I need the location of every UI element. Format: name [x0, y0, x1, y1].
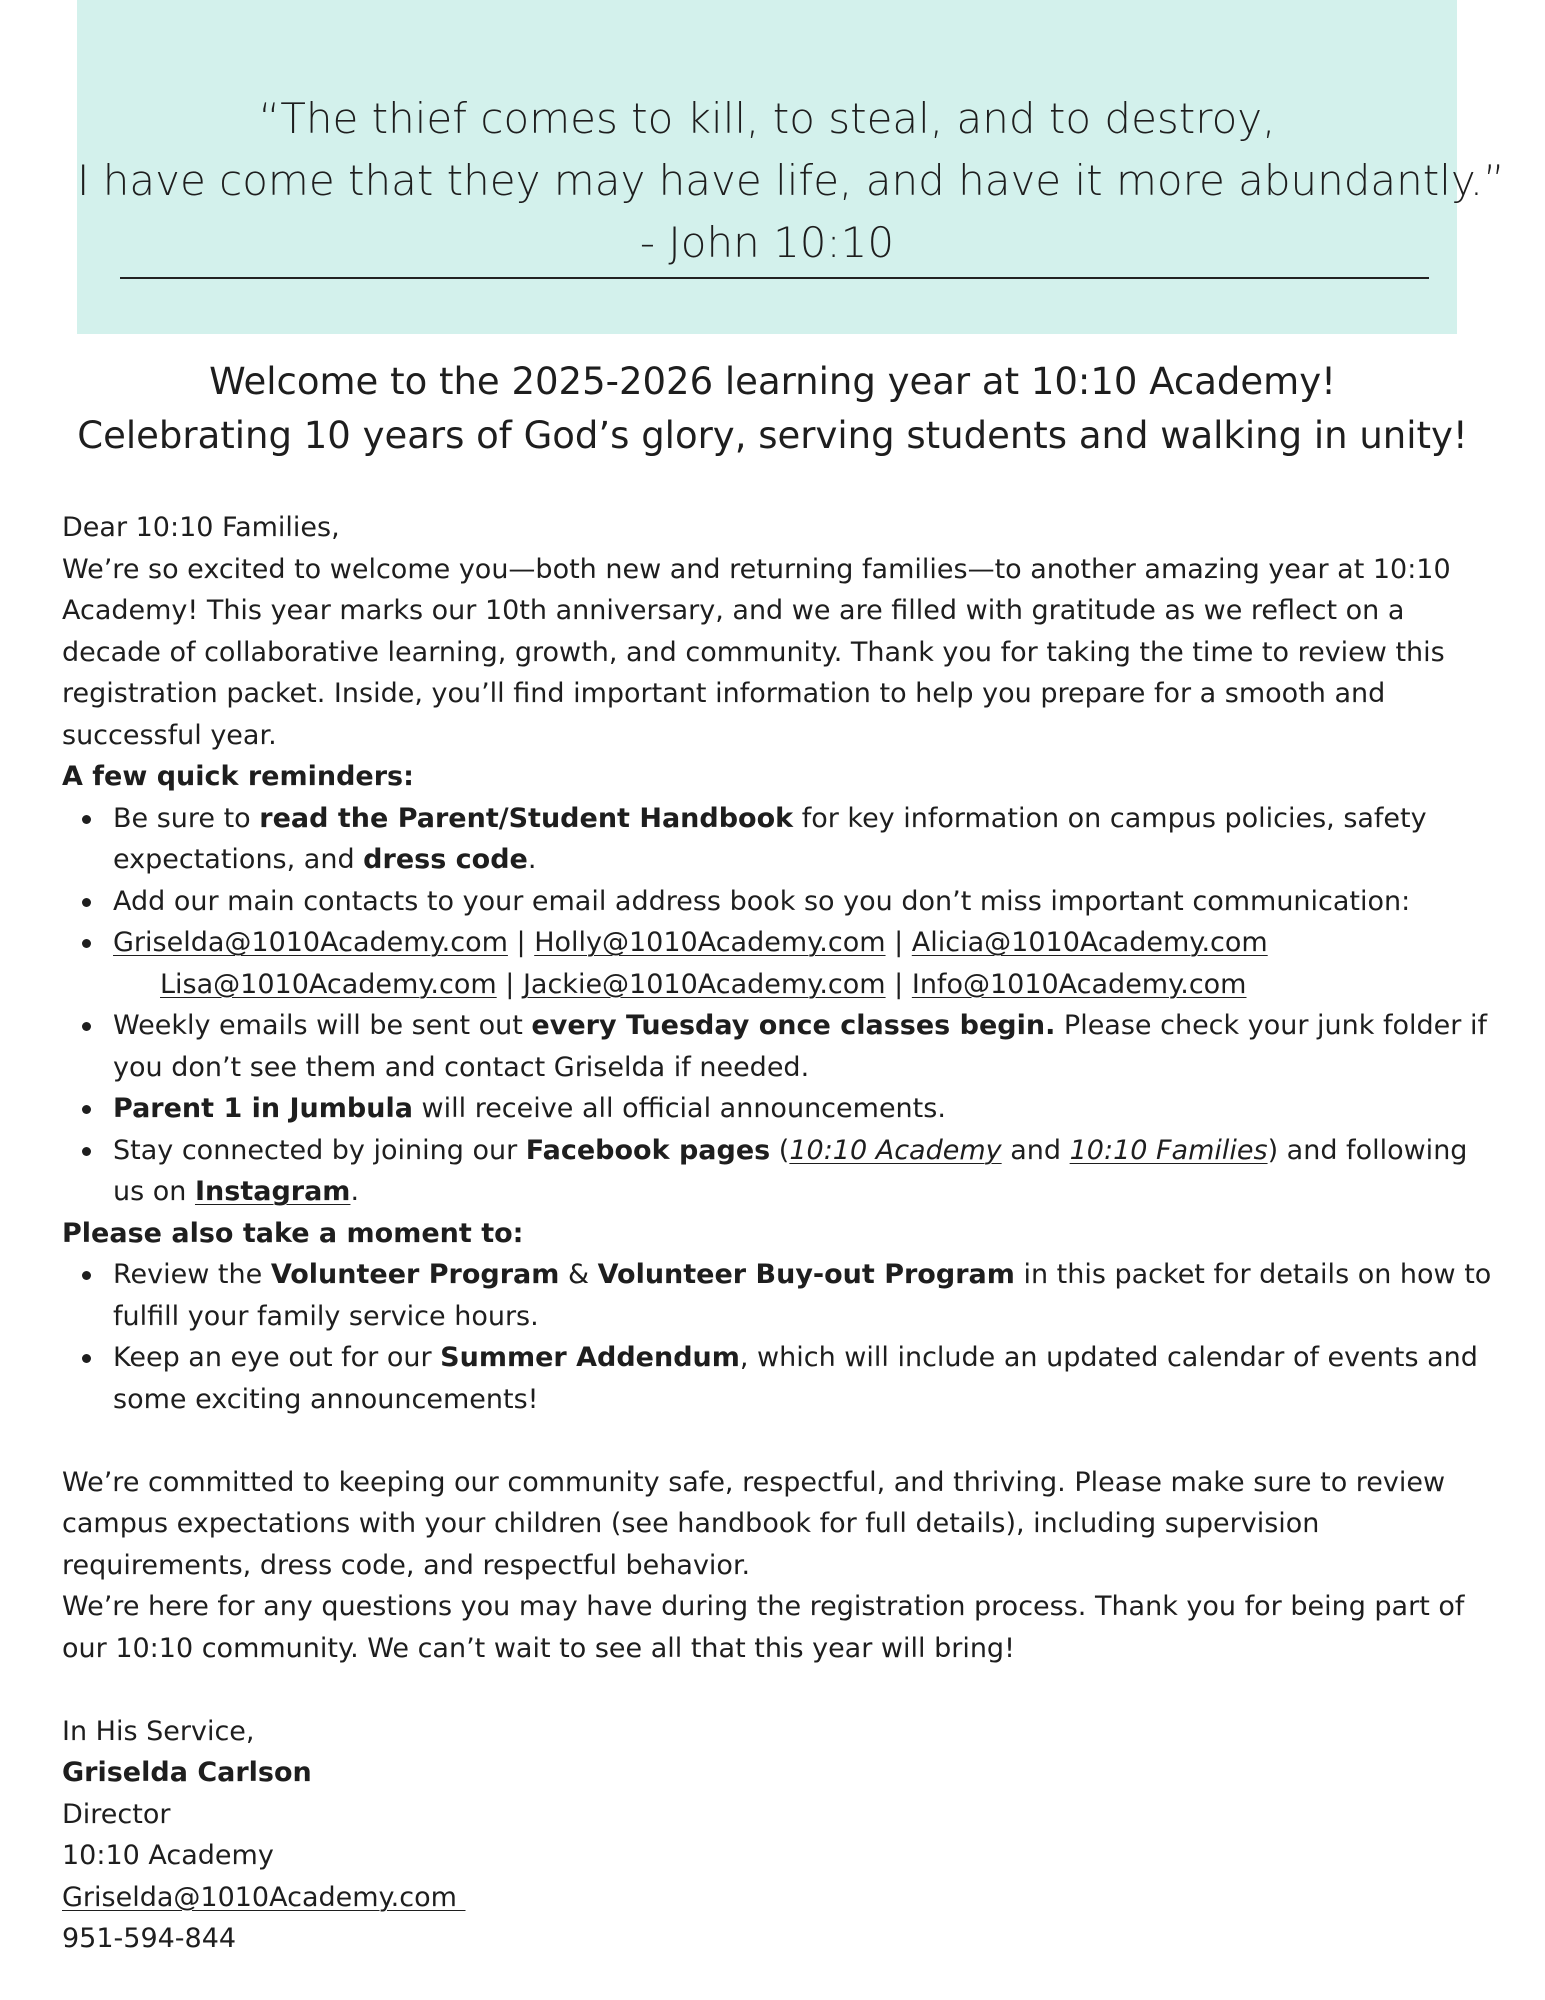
- list-item: Parent 1 in Jumbula will receive all official announcements.: [113, 1088, 1502, 1130]
- list-item: Stay connected by joining our Facebook pages (10:10 Academy and 10:10 Families) and following us on Instagram.: [113, 1130, 1502, 1213]
- reminders-list: [62, 798, 1502, 1213]
- quote-line-2: I have come that they may have life, and have it more abundantly.”: [77, 156, 1505, 205]
- signer-phone: 951-594-844: [62, 1923, 237, 1954]
- quote-line-1: “The thief comes to kill, to steal, and to destroy,: [258, 94, 1276, 143]
- instagram-link[interactable]: Instagram: [194, 1176, 351, 1207]
- also-list: [62, 1254, 1502, 1420]
- list-item: Be sure to read the Parent/Student Handbook for key information on campus policies, safety expectations, and dress code.: [113, 798, 1502, 881]
- signer-email-link[interactable]: Griselda@1010Academy.com: [62, 1881, 466, 1913]
- list-item: Review the Volunteer Program & Volunteer Buy-out Program in this packet for details on how to fulfill your family service hours.: [113, 1254, 1502, 1337]
- signer-organization: 10:10 Academy: [62, 1840, 274, 1871]
- list-item: Keep an eye out for our Summer Addendum, which will include an updated calendar of events and some exciting announcements!: [113, 1337, 1502, 1420]
- contact-emails: Griselda@1010Academy.com | Holly@1010Academy.com | Alicia@1010Academy.com Lisa@1010Academy.com | Jackie@1010Academy.com | Info@1010Academy.com: [113, 922, 1502, 1005]
- contact-emails-line-2: Lisa@1010Academy.com | Jackie@1010Academy.com | Info@1010Academy.com: [160, 968, 1247, 1000]
- facebook-academy-link[interactable]: 10:10 Academy: [789, 1134, 1002, 1166]
- facebook-families-link[interactable]: 10:10 Families: [1069, 1134, 1268, 1166]
- email-link-alicia[interactable]: Alicia@1010Academy.com: [911, 927, 1268, 958]
- email-link-jackie[interactable]: Jackie@1010Academy.com: [522, 968, 886, 1000]
- commitment-paragraph: We’re committed to keeping our community safe, respectful, and thriving. Please make sure to review campus expectations with your children (see handbook for full details), including supervision requirements, dress code, and respectful behavior.: [62, 1466, 1446, 1581]
- signer-email: [62, 1877, 1502, 1919]
- email-link-holly[interactable]: Holly@1010Academy.com: [534, 927, 886, 958]
- intro-paragraph: We’re so excited to welcome you—both new and returning families—to another amazing year at 10:10 Academy! This year marks our 10th anniversary, and we are filled with gratitude as we reflect on a decade of collaborative learning, growth, and community. Thank you for taking the time to review this registration packet. Inside, you’ll find important information to help you prepare for a smooth and successful year.: [62, 553, 1451, 751]
- spacer: [62, 1669, 1502, 1711]
- signer-title: Director: [62, 1798, 171, 1830]
- email-link-info[interactable]: Info@1010Academy.com: [911, 968, 1247, 1000]
- email-link-lisa[interactable]: Lisa@1010Academy.com: [160, 968, 497, 1000]
- signer-name: Griselda Carlson: [62, 1757, 312, 1788]
- also-heading: Please also take a moment to:: [62, 1217, 524, 1249]
- scripture-banner: [77, 0, 1505, 334]
- reminders-heading: A few quick reminders:: [62, 761, 414, 792]
- closing: In His Service,: [62, 1715, 255, 1747]
- spacer: [62, 1420, 1502, 1462]
- quote-citation: - John 10:10: [639, 218, 895, 267]
- thanks-paragraph: We’re here for any questions you may have during the registration process. Thank you for being part of our 10:10 community. We can’t wait to see all that this year will bring!: [62, 1591, 1465, 1664]
- greeting: Dear 10:10 Families,: [62, 512, 340, 543]
- welcome-line-2: Celebrating 10 years of God’s glory, serving students and walking in unity!: [77, 414, 1468, 457]
- list-item: Add our main contacts to your email address book so you don’t miss important communication:: [113, 881, 1502, 923]
- welcome-line-1: Welcome to the 2025-2026 learning year at 10:10 Academy!: [209, 360, 1336, 403]
- list-item: Weekly emails will be sent out every Tuesday once classes begin. Please check your junk folder if you don’t see them and contact Griselda if needed.: [113, 1005, 1502, 1088]
- scripture-quote: [77, 88, 1505, 274]
- quote-divider: [120, 277, 1429, 279]
- email-link-griselda[interactable]: Griselda@1010Academy.com: [113, 927, 508, 958]
- letter-body: [62, 507, 1502, 1960]
- welcome-heading: [0, 355, 1545, 463]
